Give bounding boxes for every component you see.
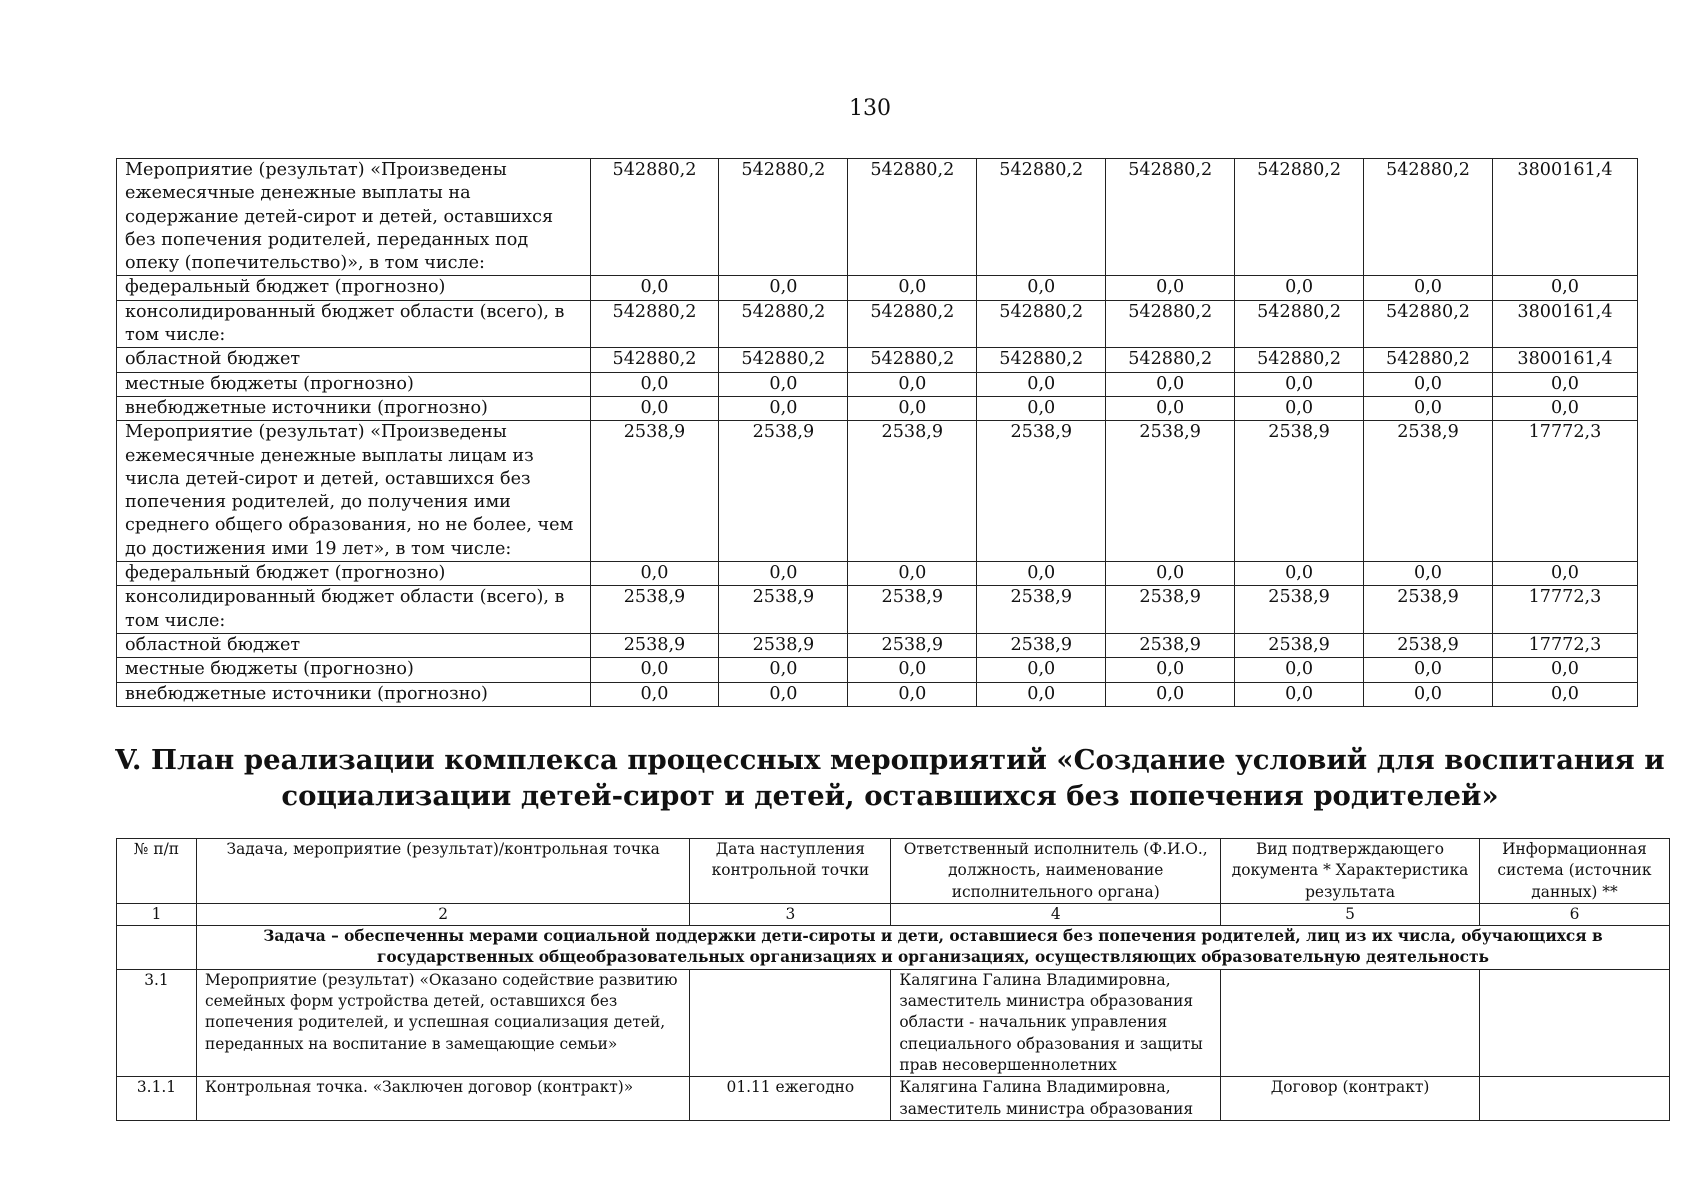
budget-row-label: Мероприятие (результат) «Произведены ежемесячные денежные выплаты на содержание детей-сирот и детей, оставшихся без попечения родителей, переданных под опеку (попечительство)», в том числе: <box>117 159 591 276</box>
budget-total-cell: 17772,3 <box>1492 586 1637 634</box>
budget-value-cell: 0,0 <box>848 396 977 420</box>
budget-total-cell: 3800161,4 <box>1492 159 1637 276</box>
budget-value-cell: 542880,2 <box>848 348 977 372</box>
page-number: 130 <box>849 96 891 121</box>
budget-value-cell: 542880,2 <box>719 348 848 372</box>
budget-value-cell: 0,0 <box>1106 276 1235 300</box>
budget-value-cell: 0,0 <box>1235 658 1364 682</box>
budget-value-cell: 542880,2 <box>1364 159 1493 276</box>
task-text: Задача – обеспеченны мерами социальной поддержки дети-сироты и дети, оставшиеся без попечения родителей, лиц из их числа, обучающихся в государственных общеобразовательных организациях и организациях, осуществляющих образовательную деятельность <box>196 926 1669 970</box>
column-number: 1 <box>117 903 197 925</box>
budget-value-cell: 2538,9 <box>719 633 848 657</box>
plan-row <box>117 1077 1670 1121</box>
column-number: 3 <box>690 903 891 925</box>
budget-row <box>117 633 1638 657</box>
budget-value-cell: 0,0 <box>1106 562 1235 586</box>
budget-row-label: областной бюджет <box>117 348 591 372</box>
budget-value-cell: 0,0 <box>1106 658 1235 682</box>
task-empty-cell <box>117 926 197 970</box>
budget-row-label: федеральный бюджет (прогнозно) <box>117 562 591 586</box>
budget-value-cell: 0,0 <box>848 682 977 706</box>
budget-value-cell: 542880,2 <box>977 300 1106 348</box>
budget-row-label: консолидированный бюджет области (всего), в том числе: <box>117 300 591 348</box>
budget-value-cell: 2538,9 <box>1364 633 1493 657</box>
budget-row-label: внебюджетные источники (прогнозно) <box>117 396 591 420</box>
budget-table <box>116 158 1638 707</box>
row-num: 3.1.1 <box>117 1077 197 1121</box>
plan-task-row <box>117 926 1670 970</box>
budget-value-cell: 0,0 <box>1364 396 1493 420</box>
budget-value-cell: 0,0 <box>590 562 719 586</box>
budget-value-cell: 542880,2 <box>1235 348 1364 372</box>
budget-value-cell: 2538,9 <box>719 586 848 634</box>
budget-value-cell: 0,0 <box>1364 658 1493 682</box>
budget-value-cell: 0,0 <box>848 372 977 396</box>
budget-total-cell: 0,0 <box>1492 658 1637 682</box>
budget-value-cell: 542880,2 <box>1235 300 1364 348</box>
budget-value-cell: 0,0 <box>848 562 977 586</box>
plan-table <box>116 838 1670 1121</box>
header-document: Вид подтверждающего документа * Характеристика результата <box>1221 839 1480 904</box>
budget-value-cell: 542880,2 <box>719 159 848 276</box>
budget-value-cell: 542880,2 <box>590 159 719 276</box>
budget-value-cell: 0,0 <box>1235 396 1364 420</box>
budget-value-cell: 0,0 <box>848 276 977 300</box>
section-heading: V. План реализации комплекса процессных мероприятий «Создание условий для воспитания и социализации детей-сирот и детей, оставшихся без попечения родителей» <box>115 744 1665 812</box>
budget-row <box>117 300 1638 348</box>
budget-table-body <box>117 159 1638 707</box>
budget-value-cell: 542880,2 <box>719 300 848 348</box>
column-number: 4 <box>891 903 1221 925</box>
budget-total-cell: 0,0 <box>1492 276 1637 300</box>
budget-value-cell: 2538,9 <box>1106 421 1235 562</box>
budget-row-label: федеральный бюджет (прогнозно) <box>117 276 591 300</box>
header-system: Информационная система (источник данных) ** <box>1479 839 1669 904</box>
budget-value-cell: 0,0 <box>590 658 719 682</box>
budget-value-cell: 0,0 <box>1106 396 1235 420</box>
budget-value-cell: 542880,2 <box>977 159 1106 276</box>
budget-value-cell: 542880,2 <box>1364 300 1493 348</box>
budget-row <box>117 658 1638 682</box>
budget-value-cell: 542880,2 <box>1106 348 1235 372</box>
column-number: 2 <box>196 903 689 925</box>
budget-row-label: местные бюджеты (прогнозно) <box>117 372 591 396</box>
row-item: Мероприятие (результат) «Оказано содействие развитию семейных форм устройства детей, оставшихся без попечения родителей, и успешная социализация детей, переданных на воспитание в замещающие семьи» <box>196 969 689 1076</box>
budget-row-label: областной бюджет <box>117 633 591 657</box>
budget-value-cell: 0,0 <box>719 658 848 682</box>
budget-total-cell: 0,0 <box>1492 682 1637 706</box>
budget-total-cell: 0,0 <box>1492 396 1637 420</box>
budget-row-label: консолидированный бюджет области (всего), в том числе: <box>117 586 591 634</box>
budget-value-cell: 0,0 <box>1235 562 1364 586</box>
row-executor: Калягина Галина Владимировна, заместитель министра образования области - начальник управления специального образования и защиты прав несовершеннолетних <box>891 969 1221 1076</box>
budget-row <box>117 396 1638 420</box>
budget-value-cell: 0,0 <box>719 396 848 420</box>
budget-value-cell: 2538,9 <box>977 421 1106 562</box>
budget-value-cell: 542880,2 <box>848 300 977 348</box>
budget-value-cell: 2538,9 <box>1235 421 1364 562</box>
budget-value-cell: 542880,2 <box>1106 159 1235 276</box>
budget-value-cell: 0,0 <box>1235 682 1364 706</box>
row-document: Договор (контракт) <box>1221 1077 1480 1121</box>
budget-value-cell: 0,0 <box>977 562 1106 586</box>
budget-value-cell: 0,0 <box>1364 562 1493 586</box>
budget-total-cell: 0,0 <box>1492 562 1637 586</box>
budget-value-cell: 0,0 <box>1235 372 1364 396</box>
budget-value-cell: 542880,2 <box>590 348 719 372</box>
budget-total-cell: 0,0 <box>1492 372 1637 396</box>
budget-row <box>117 562 1638 586</box>
budget-value-cell: 0,0 <box>590 396 719 420</box>
budget-value-cell: 0,0 <box>719 276 848 300</box>
budget-value-cell: 2538,9 <box>848 421 977 562</box>
budget-total-cell: 17772,3 <box>1492 633 1637 657</box>
budget-value-cell: 0,0 <box>590 372 719 396</box>
budget-value-cell: 542880,2 <box>1364 348 1493 372</box>
row-num: 3.1 <box>117 969 197 1076</box>
budget-value-cell: 0,0 <box>977 682 1106 706</box>
header-item: Задача, мероприятие (результат)/контрольная точка <box>196 839 689 904</box>
column-number: 6 <box>1479 903 1669 925</box>
budget-value-cell: 0,0 <box>1106 372 1235 396</box>
header-num: № п/п <box>117 839 197 904</box>
budget-row <box>117 372 1638 396</box>
budget-value-cell: 0,0 <box>1106 682 1235 706</box>
budget-value-cell: 0,0 <box>977 396 1106 420</box>
budget-total-cell: 3800161,4 <box>1492 348 1637 372</box>
row-date <box>690 969 891 1076</box>
budget-value-cell: 0,0 <box>1364 372 1493 396</box>
budget-value-cell: 0,0 <box>590 682 719 706</box>
budget-value-cell: 542880,2 <box>1106 300 1235 348</box>
budget-value-cell: 2538,9 <box>977 586 1106 634</box>
budget-value-cell: 0,0 <box>977 658 1106 682</box>
plan-row <box>117 969 1670 1076</box>
budget-value-cell: 0,0 <box>977 372 1106 396</box>
budget-value-cell: 542880,2 <box>977 348 1106 372</box>
budget-row-label: Мероприятие (результат) «Произведены ежемесячные денежные выплаты лицам из числа детей-сирот и детей, оставшихся без попечения родителей, до получения ими среднего общего образования, но не более, чем до достижения ими 19 лет», в том числе: <box>117 421 591 562</box>
budget-value-cell: 2538,9 <box>1235 633 1364 657</box>
budget-row <box>117 159 1638 276</box>
budget-value-cell: 2538,9 <box>848 633 977 657</box>
budget-value-cell: 2538,9 <box>1235 586 1364 634</box>
budget-value-cell: 542880,2 <box>1235 159 1364 276</box>
budget-value-cell: 2538,9 <box>1106 633 1235 657</box>
plan-column-numbers-row <box>117 903 1670 925</box>
budget-row <box>117 586 1638 634</box>
budget-value-cell: 2538,9 <box>719 421 848 562</box>
budget-value-cell: 0,0 <box>848 658 977 682</box>
budget-value-cell: 2538,9 <box>590 586 719 634</box>
budget-value-cell: 0,0 <box>977 276 1106 300</box>
budget-row-label: внебюджетные источники (прогнозно) <box>117 682 591 706</box>
row-system <box>1479 969 1669 1076</box>
row-document <box>1221 969 1480 1076</box>
budget-value-cell: 2538,9 <box>1364 421 1493 562</box>
budget-value-cell: 2538,9 <box>1106 586 1235 634</box>
row-date: 01.11 ежегодно <box>690 1077 891 1121</box>
budget-total-cell: 3800161,4 <box>1492 300 1637 348</box>
plan-header-row <box>117 839 1670 904</box>
budget-value-cell: 0,0 <box>1364 276 1493 300</box>
budget-value-cell: 2538,9 <box>977 633 1106 657</box>
budget-value-cell: 2538,9 <box>590 421 719 562</box>
budget-total-cell: 17772,3 <box>1492 421 1637 562</box>
budget-row-label: местные бюджеты (прогнозно) <box>117 658 591 682</box>
budget-value-cell: 0,0 <box>719 562 848 586</box>
header-executor: Ответственный исполнитель (Ф.И.О., должность, наименование исполнительного органа) <box>891 839 1221 904</box>
row-system <box>1479 1077 1669 1121</box>
header-date: Дата наступления контрольной точки <box>690 839 891 904</box>
budget-row <box>117 421 1638 562</box>
budget-value-cell: 0,0 <box>719 372 848 396</box>
budget-value-cell: 542880,2 <box>590 300 719 348</box>
budget-row <box>117 682 1638 706</box>
row-item: Контрольная точка. «Заключен договор (контракт)» <box>196 1077 689 1121</box>
budget-value-cell: 542880,2 <box>848 159 977 276</box>
budget-value-cell: 0,0 <box>590 276 719 300</box>
budget-value-cell: 0,0 <box>1235 276 1364 300</box>
row-executor: Калягина Галина Владимировна, заместитель министра образования <box>891 1077 1221 1121</box>
budget-value-cell: 2538,9 <box>1364 586 1493 634</box>
column-number: 5 <box>1221 903 1480 925</box>
budget-row <box>117 276 1638 300</box>
budget-row <box>117 348 1638 372</box>
budget-value-cell: 0,0 <box>1364 682 1493 706</box>
budget-value-cell: 2538,9 <box>590 633 719 657</box>
budget-value-cell: 2538,9 <box>848 586 977 634</box>
budget-value-cell: 0,0 <box>719 682 848 706</box>
